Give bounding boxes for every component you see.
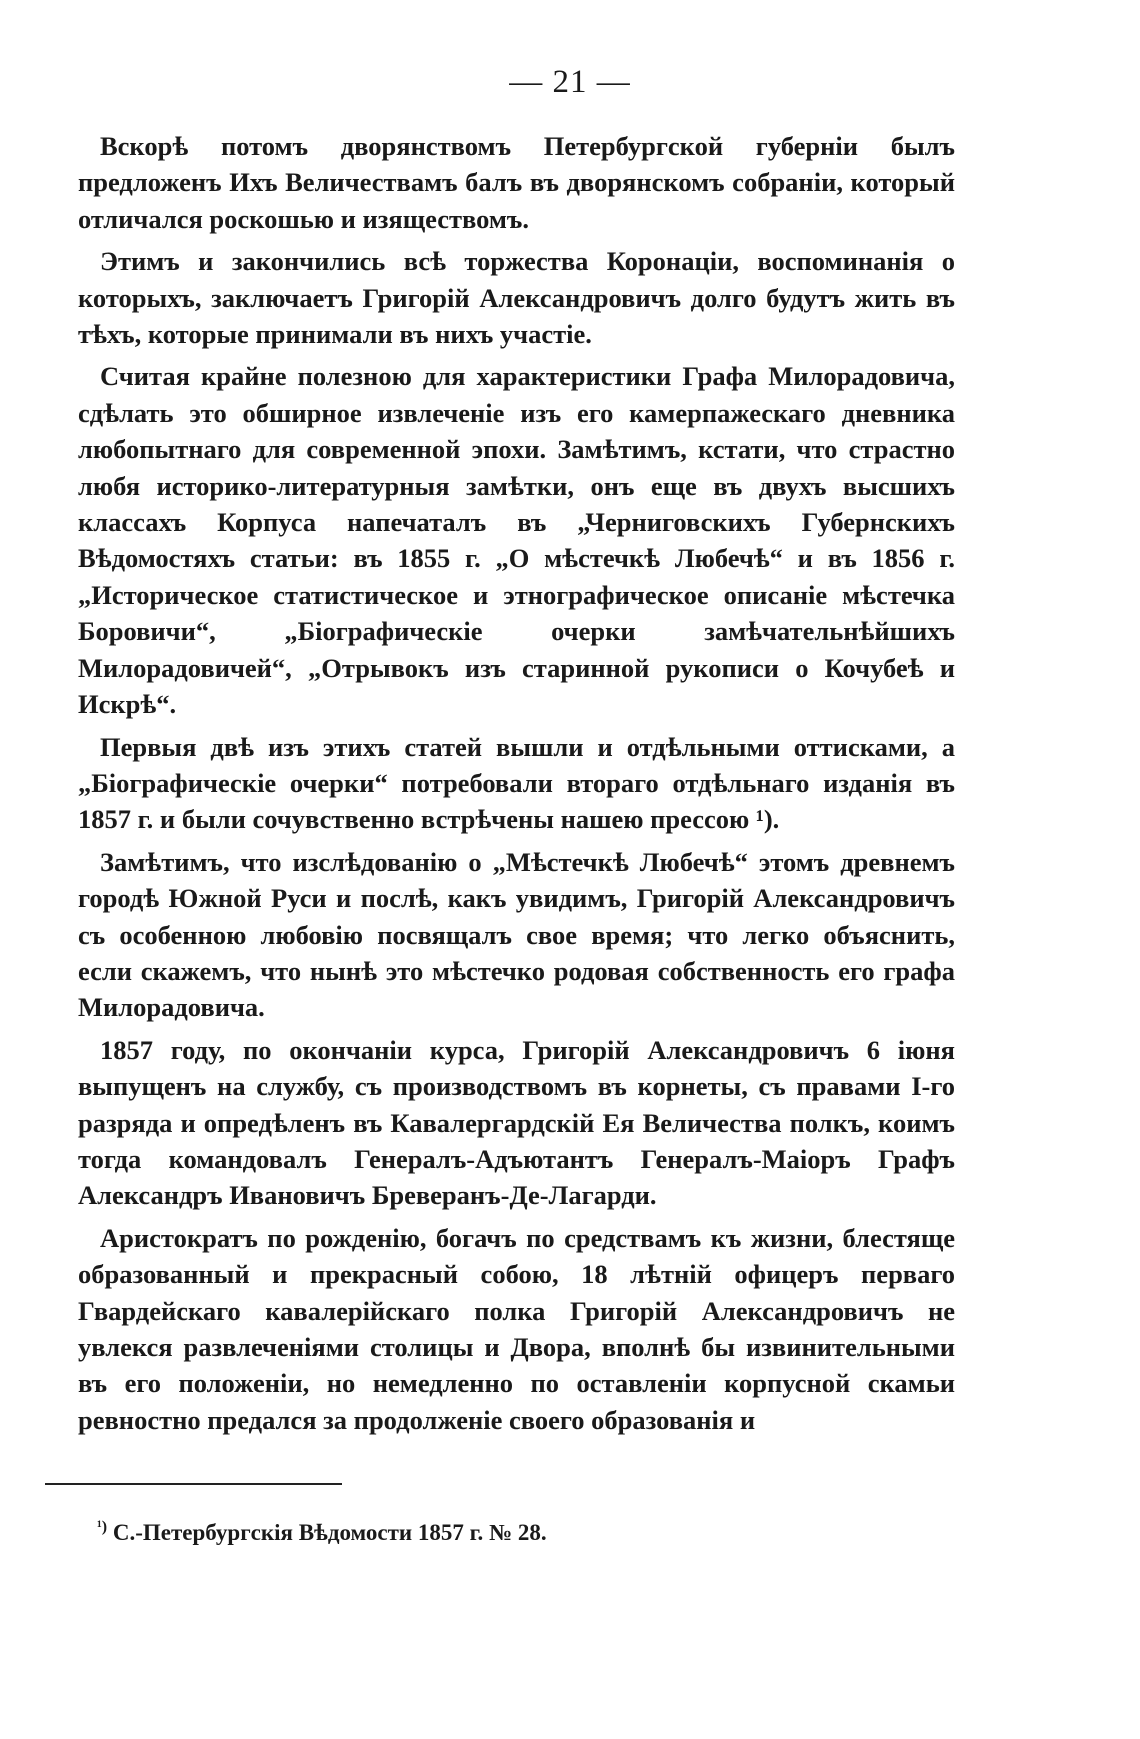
paragraph-1: Вскорѣ потомъ дворянствомъ Петербургской губерніи былъ предложенъ Ихъ Величествамъ балъ въ дворянскомъ собраніи, который отличался роскошью и изяществомъ. <box>78 131 955 234</box>
paragraph-2: Этимъ и закончились всѣ торжества Коронаціи, воспоминанія о которыхъ, заключаетъ Григорій Александровичъ долго будутъ жить въ тѣхъ, которые принимали въ нихъ участіе. <box>78 246 955 350</box>
paragraph-6: 1857 году, по окончаніи курса, Григорій Александровичъ 6 іюня выпущенъ на службу, съ производствомъ въ корнеты, съ правами I-го разряда и опредѣленъ въ Кавалергардскій Ея Величества полкъ, коимъ тогда командовалъ Генералъ-Адъютантъ Генералъ-Маіоръ Графъ Александръ Ивановичъ Бреверанъ-Де-Лагарди. <box>78 1034 955 1211</box>
footnote-divider <box>45 1483 342 1485</box>
paragraph-3: Считая крайне полезною для характеристики Графа Милорадовича, сдѣлать это обширное извлеченіе изъ его камерпажескаго дневника любопытнаго для современной эпохи. Замѣтимъ, кстати, что страстно любя историко-литературныя замѣтки, онъ еще въ двухъ высшихъ классахъ Корпуса напечаталъ въ „Черниговскихъ Губернскихъ Вѣдомостяхъ статьи: въ 1855 г. „О мѣстечкѣ Любечѣ“ и въ 1856 г. „Историческое статистическое и этнографическое описаніе мѣстечка Боровичи“, „Біографическіе очерки замѣчательнѣйшихъ Милорадовичей“, „Отрывокъ изъ старинной рукописи о Кочубеѣ и Искрѣ“. <box>78 361 955 720</box>
footnote <box>97 1518 897 1548</box>
paragraph-5: Замѣтимъ, что изслѣдованію о „Мѣстечкѣ Любечѣ“ этомъ древнемъ городѣ Южной Руси и послѣ, какъ увидимъ, Григорій Александровичъ съ особенною любовію посвящалъ свое время; что легко объяснить, если скажемъ, что нынѣ это мѣстечко родовая собственность его графа Милорадовича. <box>78 846 955 1023</box>
body-text <box>78 128 955 1444</box>
paragraph-7: Аристократъ по рожденію, богачъ по средствамъ къ жизни, блестяще образованный и прекрасный собою, 18 лѣтній офицеръ перваго Гвардейскаго кавалерійскаго полка Григорій Александровичъ не увлекся развлеченіями столицы и Двора, вполнѣ бы извинительными въ его положеніи, но немедленно по оставленіи корпусной скамьи ревностно предался за продолженіе своего образованія и <box>78 1222 955 1435</box>
footnote-text: С.-Петербургскія Вѣдомости 1857 г. № 28. <box>112 1520 547 1545</box>
footnote-marker: ¹) <box>97 1518 108 1536</box>
page-number: — 21 — <box>509 64 631 100</box>
paragraph-4: Первыя двѣ изъ этихъ статей вышли и отдѣльными оттисками, а „Біографическіе очерки“ потребовали втораго отдѣльнаго изданія въ 1857 г. и были сочувственно встрѣчены нашею прессою ¹). <box>78 731 955 835</box>
